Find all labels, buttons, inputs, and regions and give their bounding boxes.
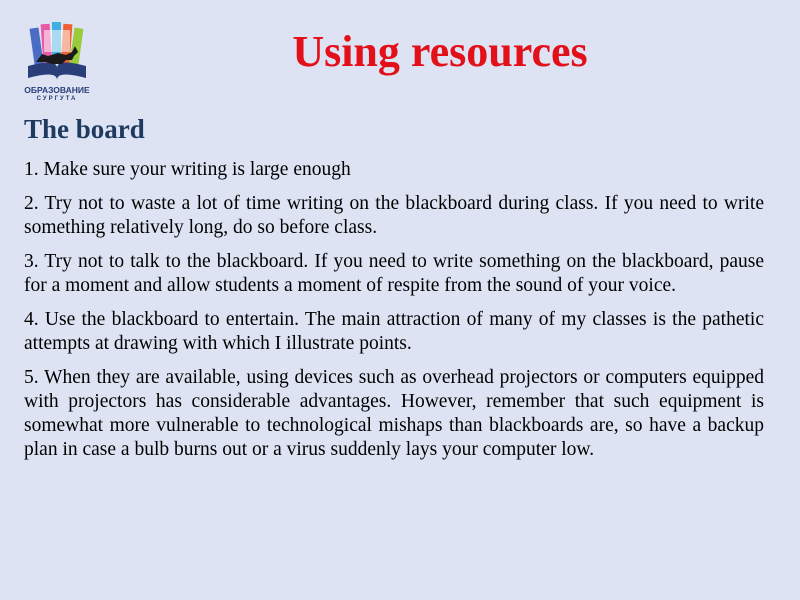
- section-subtitle: The board: [24, 114, 145, 144]
- page-title: Using resources: [292, 27, 588, 76]
- fox-on-book-emblem-icon: [22, 22, 92, 86]
- list-item: 2. Try not to waste a lot of time writing on the blackboard during class. If you need to write something relatively long, do so before class.: [24, 193, 764, 238]
- list-item: 1. Make sure your writing is large enough: [24, 159, 351, 180]
- logo-text: ОБРАЗОВАНИЕ: [24, 85, 90, 95]
- list-item: 4. Use the blackboard to entertain. The main attraction of many of my classes is the pathetic attempts at drawing with which I illustrate points.: [24, 309, 764, 354]
- list-item: 5. When they are available, using devices such as overhead projectors or computers equipped with projectors has considerable advantages. However, remember that such equipment is somewhat more vulnerable to technological mishaps than blackboards are, so have a backup plan in case a bulb burns out or a virus suddenly lays your computer low.: [24, 367, 764, 460]
- logo-subtext: СУРГУТА: [36, 96, 78, 102]
- tips-list: [24, 158, 764, 472]
- logo: [22, 22, 92, 104]
- list-item: 3. Try not to talk to the blackboard. If you need to write something on the blackboard, pause for a moment and allow students a moment of respite from the sound of your voice.: [24, 251, 764, 296]
